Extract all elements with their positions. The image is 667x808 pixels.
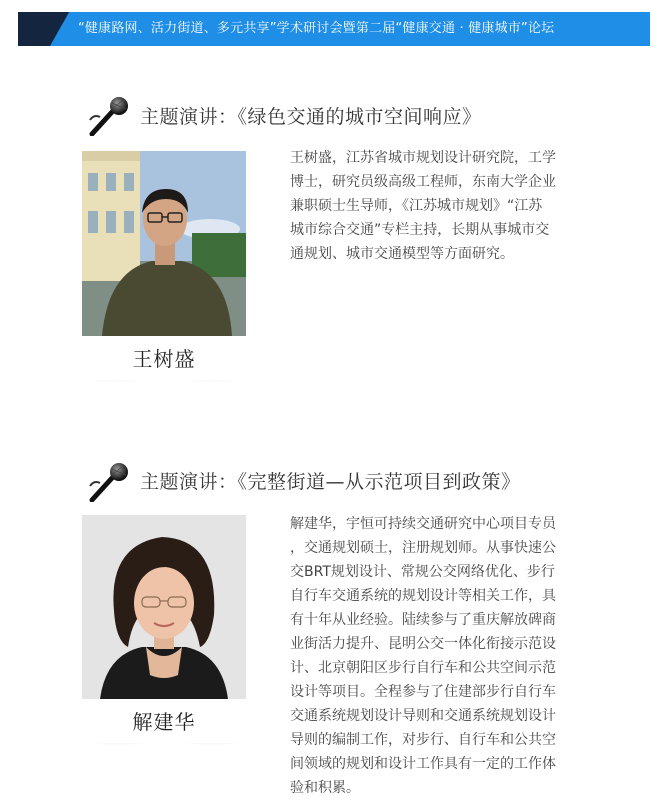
bio-line: 业街活力提升、昆明公交一体化衔接示范设	[290, 636, 556, 652]
speaker-photo	[82, 151, 246, 336]
speaker-bio	[290, 146, 590, 266]
bio-line: 通规划、城市交通模型等方面研究。	[290, 246, 514, 262]
bio-line: 交通系统规划设计导则和交通系统规划设计	[290, 708, 556, 724]
speaker-name: 解建华	[132, 710, 196, 734]
bio-line: 城市综合交通”专栏主持，长期从事城市交	[290, 222, 550, 238]
bio-line: 设计等项目。全程参与了住建部步行自行车	[290, 684, 556, 700]
bio-line: 导则的编制工作，对步行、自行车和公共空	[290, 732, 556, 748]
bio-line: 王树盛，江苏省城市规划设计研究院，工学	[290, 150, 556, 166]
bio-line: 解建华，宇恒可持续交通研究中心项目专员	[290, 516, 556, 532]
bio-line: ，交通规划硕士，注册规划师。从事快速公	[290, 540, 556, 556]
microphone-icon	[88, 96, 134, 136]
name-card-shadow	[78, 743, 252, 755]
bio-line: 自行车交通系统的规划设计等相关工作，具	[290, 588, 556, 604]
bio-line: 计、北京朝阳区步行自行车和公共空间示范	[290, 660, 556, 676]
bio-line: 交BRT规划设计、常规公交网络优化、步行	[290, 564, 555, 580]
talk-heading: 主题演讲：《绿色交通的城市空间响应》	[140, 106, 482, 128]
microphone-icon	[88, 462, 134, 502]
bio-line: 间领域的规划和设计工作具有一定的工作体	[290, 756, 556, 772]
name-card-shadow	[78, 380, 252, 392]
talk-heading: 主题演讲：《完整街道—从示范项目到政策》	[140, 471, 521, 493]
banner-title: “健康路网、活力街道、多元共享”学术研讨会暨第二届“健康交通 · 健康城市”论坛	[78, 21, 555, 36]
bio-line: 验和积累。	[290, 780, 360, 796]
speaker-name: 王树盛	[132, 347, 196, 371]
header-banner	[0, 12, 667, 46]
bio-line: 有十年从业经验。陆续参与了重庆解放碑商	[290, 612, 556, 628]
bio-line: 博士，研究员级高级工程师，东南大学企业	[290, 174, 556, 190]
speaker-bio	[290, 512, 590, 800]
bio-line: 兼职硕士生导师，《江苏城市规划》“江苏	[290, 198, 543, 214]
speaker-photo	[82, 515, 246, 699]
